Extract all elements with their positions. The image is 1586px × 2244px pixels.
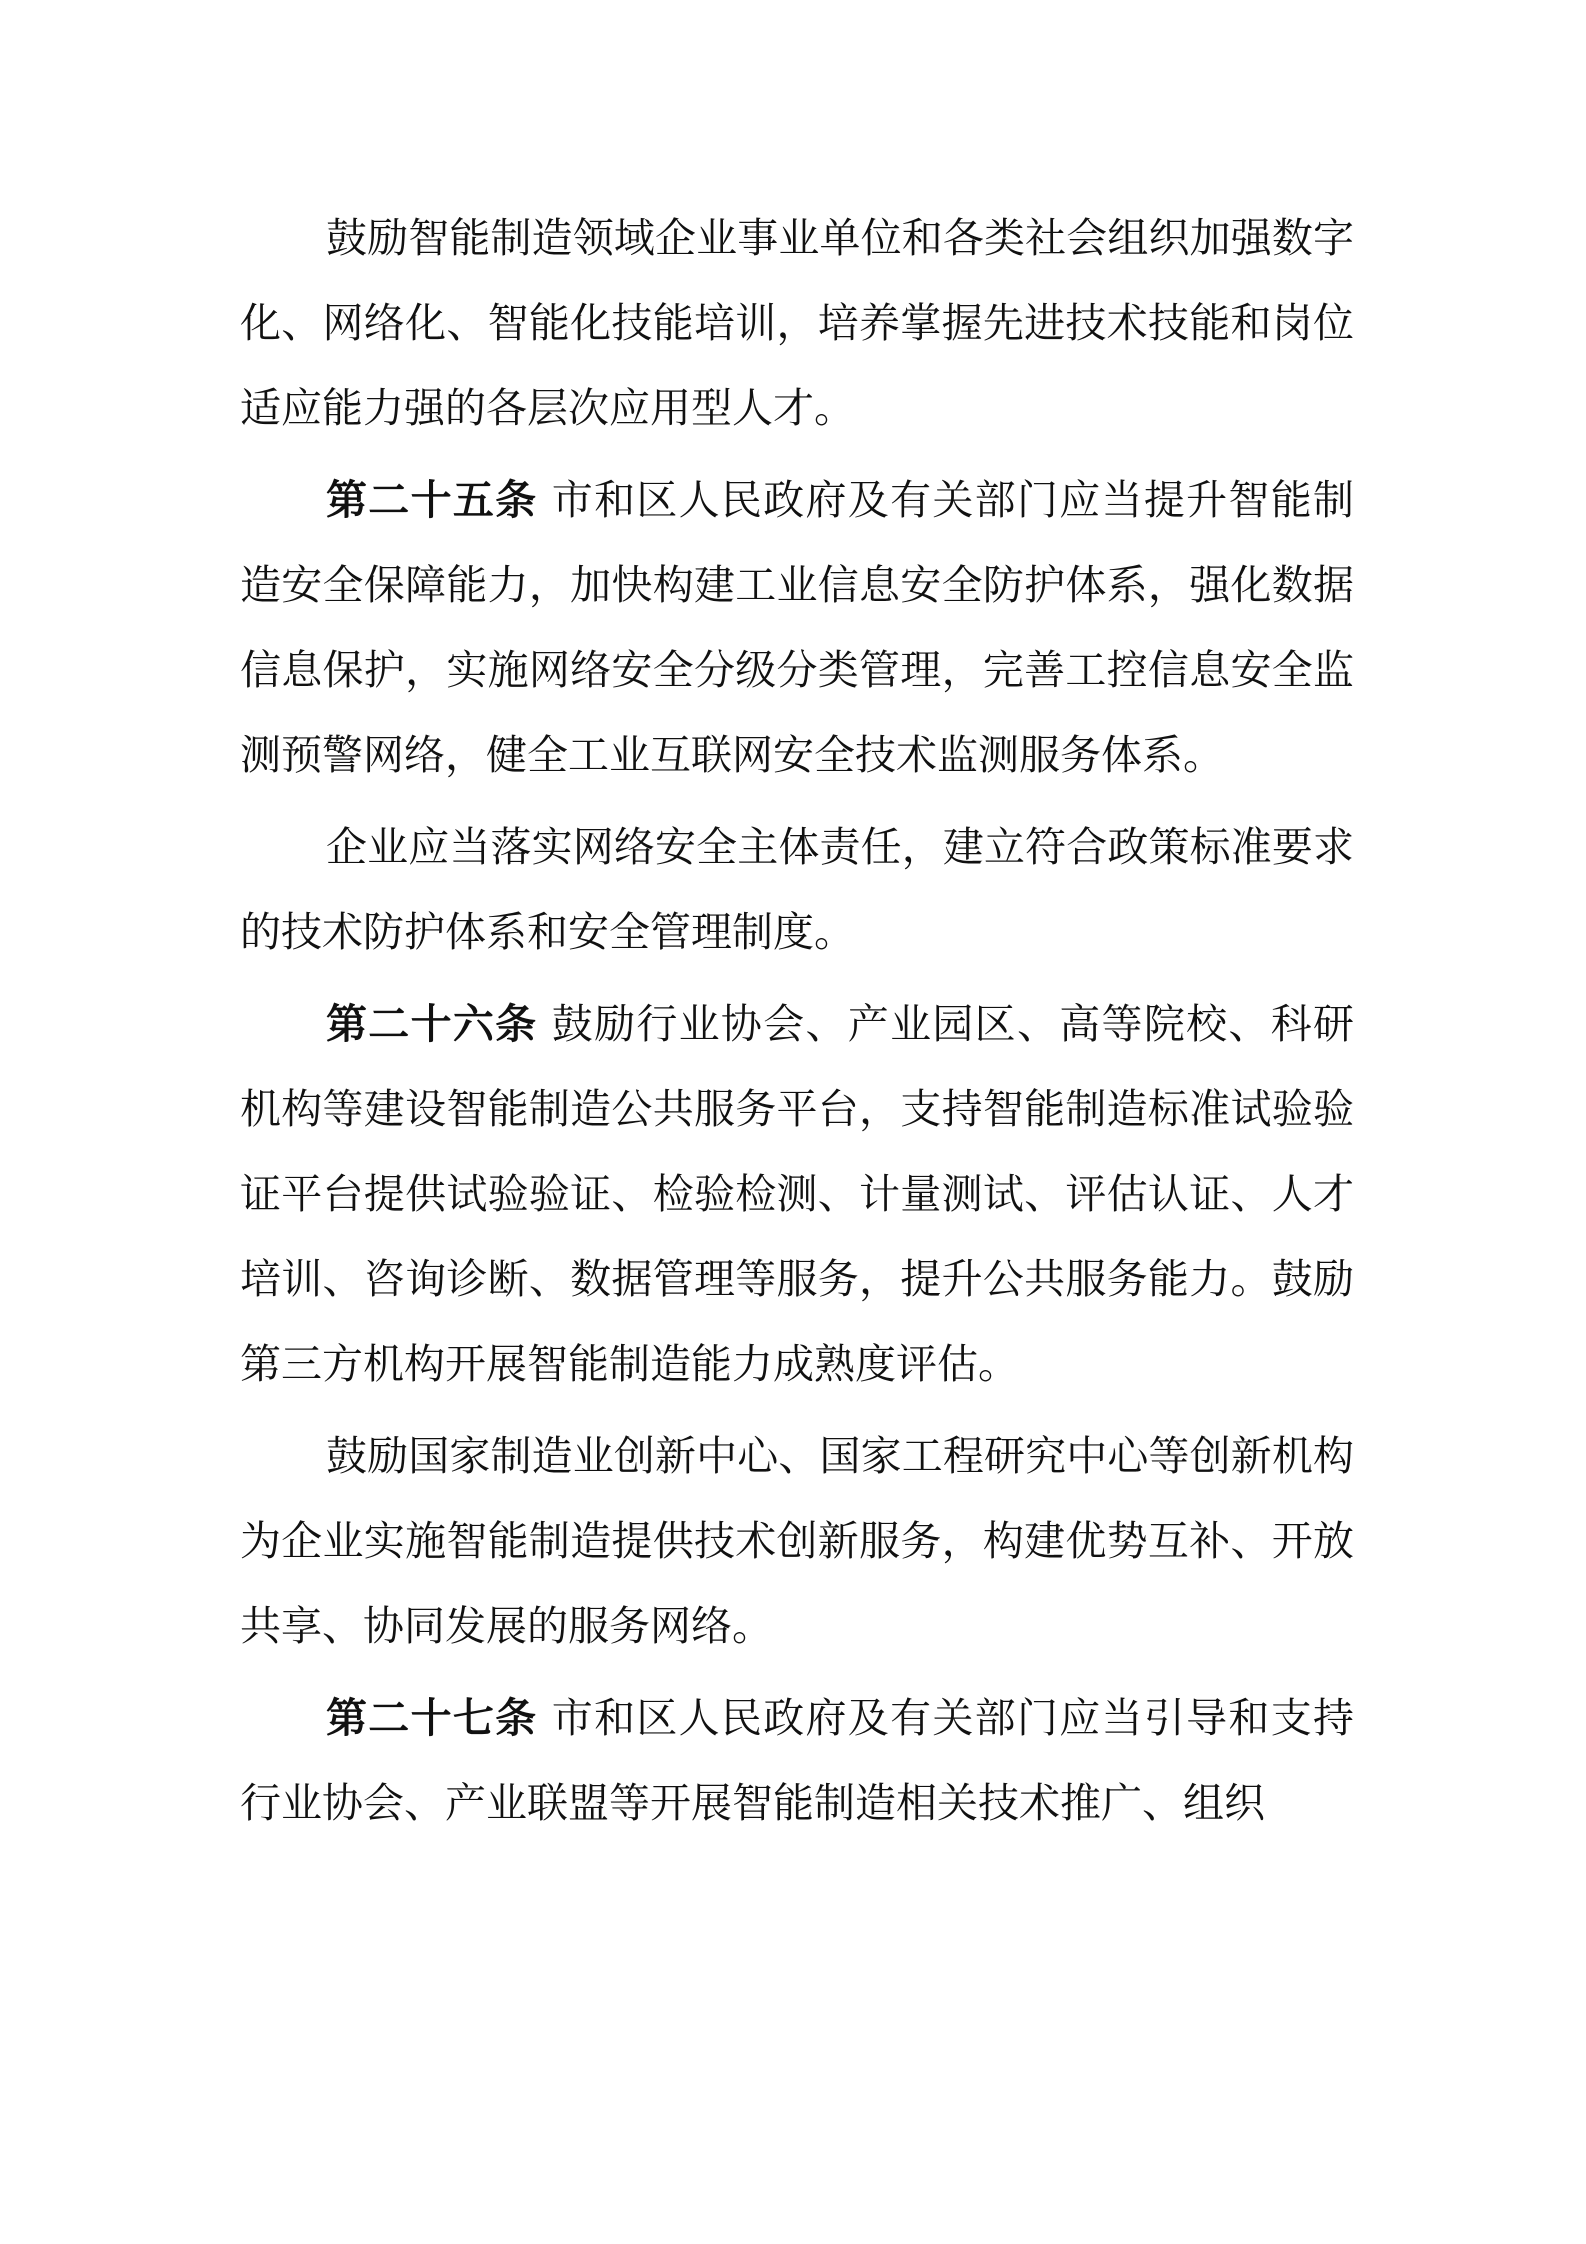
- paragraph-text: 鼓励国家制造业创新中心、国家工程研究中心等创新机构为企业实施智能制造提供技术创新服务，构建优势互补、开放共享、协同发展的服务网络。: [240, 1432, 1354, 1650]
- article-heading: 第二十七条: [326, 1694, 538, 1742]
- paragraph-text: 市和区人民政府及有关部门应当提升智能制造安全保障能力，加快构建工业信息安全防护体系，强化数据信息保护，实施网络安全分级分类管理，完善工控信息安全监测预警网络，健全工业互联网安全技术监测服务体系。: [240, 476, 1355, 779]
- paragraph-5: [240, 1414, 1354, 1669]
- paragraph-article-25: [240, 458, 1354, 798]
- paragraph-article-27: [240, 1676, 1354, 1846]
- document-body: [240, 196, 1354, 1846]
- paragraph-text: 鼓励智能制造领域企业事业单位和各类社会组织加强数字化、网络化、智能化技能培训，培养掌握先进技术技能和岗位适应能力强的各层次应用型人才。: [240, 214, 1354, 432]
- article-heading: 第二十六条: [326, 1000, 538, 1048]
- paragraph-text: 鼓励行业协会、产业园区、高等院校、科研机构等建设智能制造公共服务平台，支持智能制造标准试验验证平台提供试验验证、检验检测、计量测试、评估认证、人才培训、咨询诊断、数据管理等服务，提升公共服务能力。鼓励第三方机构开展智能制造能力成熟度评估。: [240, 1000, 1355, 1388]
- paragraph-3: [240, 805, 1354, 975]
- paragraph-text: 市和区人民政府及有关部门应当引导和支持行业协会、产业联盟等开展智能制造相关技术推广、组织: [240, 1694, 1355, 1827]
- paragraph-text: 企业应当落实网络安全主体责任，建立符合政策标准要求的技术防护体系和安全管理制度。: [240, 823, 1354, 956]
- paragraph-article-26: [240, 982, 1354, 1407]
- article-heading: 第二十五条: [326, 476, 538, 524]
- paragraph-1: [240, 196, 1354, 451]
